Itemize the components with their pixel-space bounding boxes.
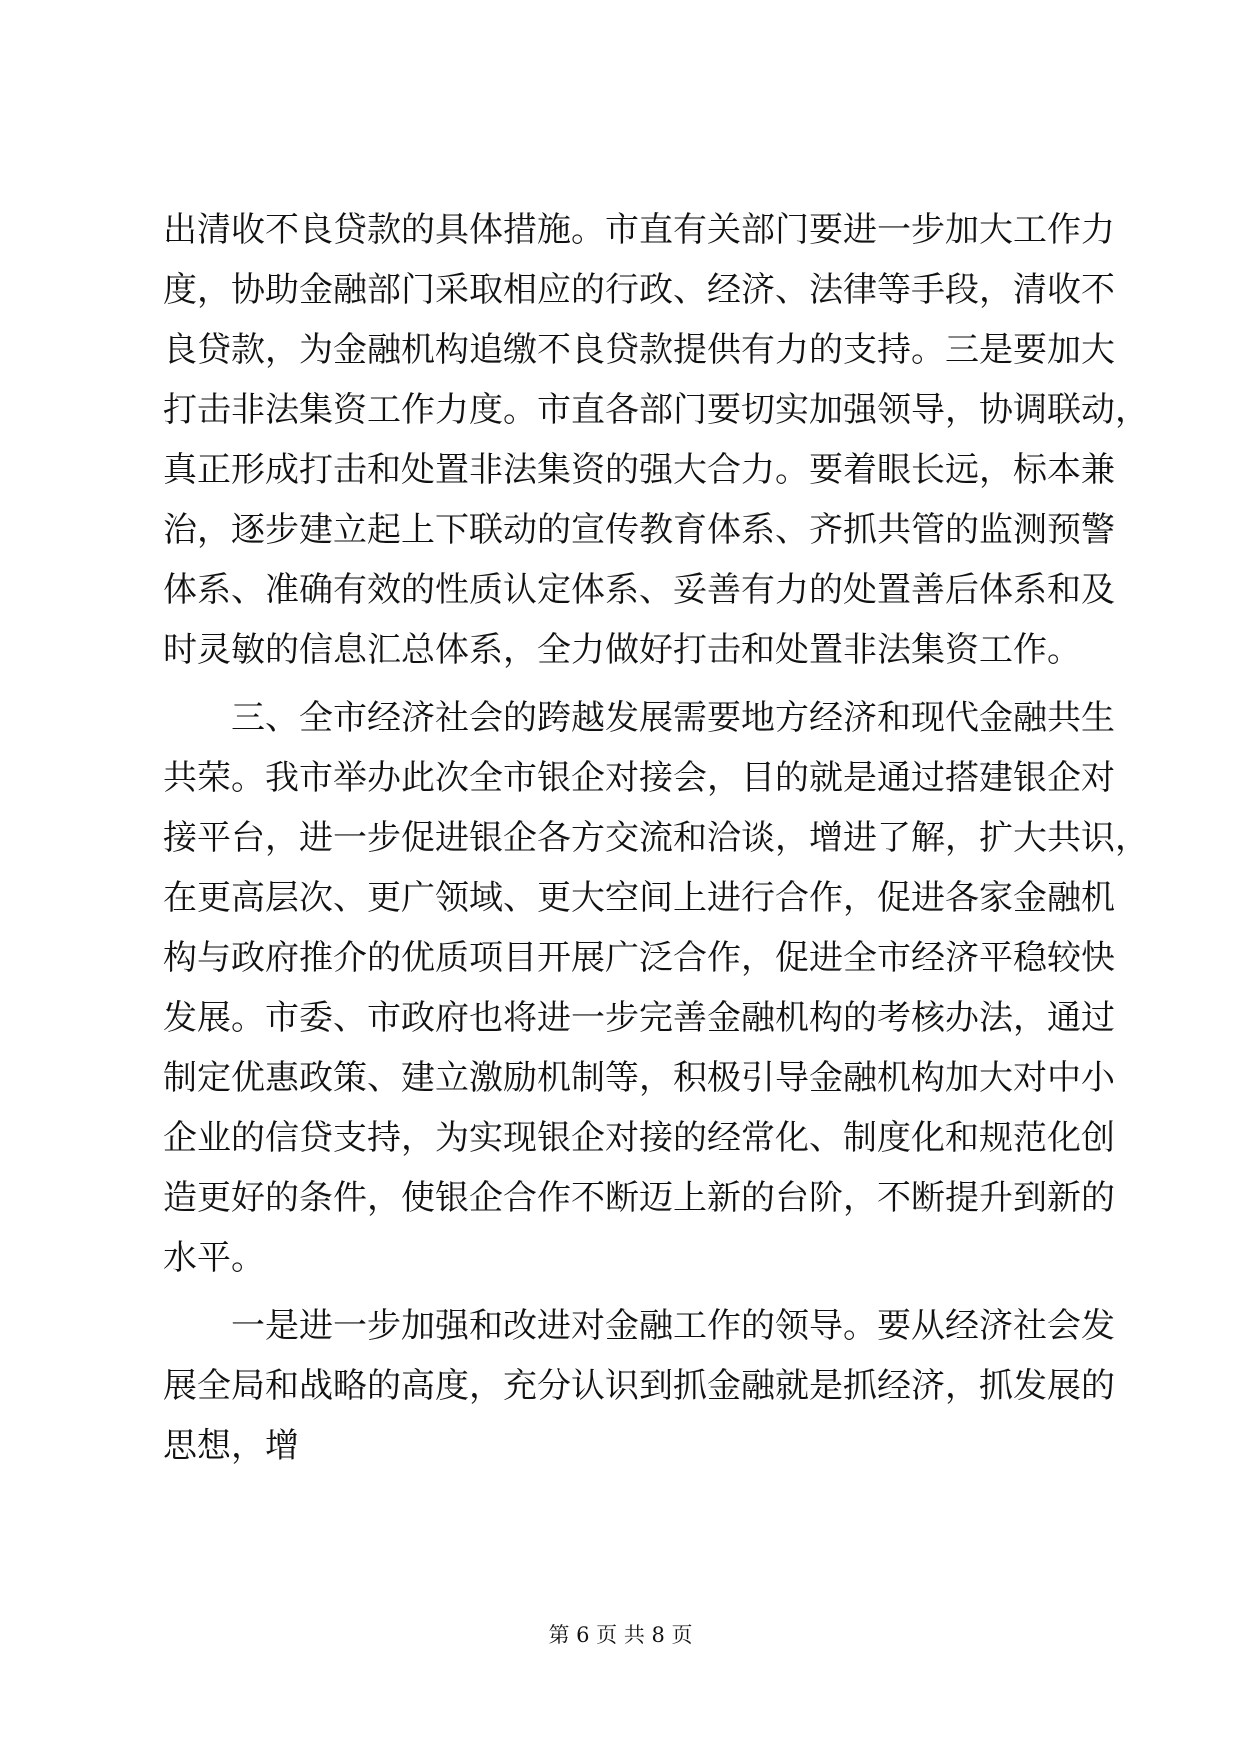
text-line: 出清收不良贷款的具体措施。市直有关部门要进一步加大工作力 — [163, 210, 1115, 250]
page-number-footer: 第 6 页 共 8 页 — [548, 1623, 693, 1647]
text-line: 治，逐步建立起上下联动的宣传教育体系、齐抓共管的监测预警 — [163, 510, 1115, 550]
text-line: 水平。 — [163, 1238, 265, 1278]
text-line: 构与政府推介的优质项目开展广泛合作，促进全市经济平稳较快 — [163, 938, 1115, 978]
text-line: 一是进一步加强和改进对金融工作的领导。要从经济社会发 — [231, 1306, 1115, 1346]
text-line: 在更高层次、更广领域、更大空间上进行合作，促进各家金融机 — [163, 878, 1115, 918]
text-line: 真正形成打击和处置非法集资的强大合力。要着眼长远，标本兼 — [163, 450, 1115, 490]
text-line: 展全局和战略的高度，充分认识到抓金融就是抓经济，抓发展的 — [163, 1366, 1115, 1406]
text-line: 打击非法集资工作力度。市直各部门要切实加强领导，协调联动， — [163, 390, 1149, 430]
paragraph — [163, 688, 1149, 1288]
text-line: 接平台，进一步促进银企各方交流和洽谈，增进了解，扩大共识， — [163, 818, 1149, 858]
text-line: 思想，增 — [163, 1426, 299, 1466]
text-line: 发展。市委、市政府也将进一步完善金融机构的考核办法，通过 — [163, 998, 1115, 1038]
paragraph — [163, 200, 1149, 680]
text-line: 时灵敏的信息汇总体系，全力做好打击和处置非法集资工作。 — [163, 630, 1081, 670]
text-line: 制定优惠政策、建立激励机制等，积极引导金融机构加大对中小 — [163, 1058, 1115, 1098]
text-line: 三、全市经济社会的跨越发展需要地方经济和现代金融共生 — [231, 698, 1115, 738]
text-line: 体系、准确有效的性质认定体系、妥善有力的处置善后体系和及 — [163, 570, 1115, 610]
text-line: 度，协助金融部门采取相应的行政、经济、法律等手段，清收不 — [163, 270, 1115, 310]
text-line: 共荣。我市举办此次全市银企对接会，目的就是通过搭建银企对 — [163, 758, 1115, 798]
text-line: 企业的信贷支持，为实现银企对接的经常化、制度化和规范化创 — [163, 1118, 1115, 1158]
text-line: 良贷款，为金融机构追缴不良贷款提供有力的支持。三是要加大 — [163, 330, 1115, 370]
paragraph — [163, 1296, 1115, 1476]
document-body — [163, 200, 1149, 1476]
text-line: 造更好的条件，使银企合作不断迈上新的台阶，不断提升到新的 — [163, 1178, 1115, 1218]
